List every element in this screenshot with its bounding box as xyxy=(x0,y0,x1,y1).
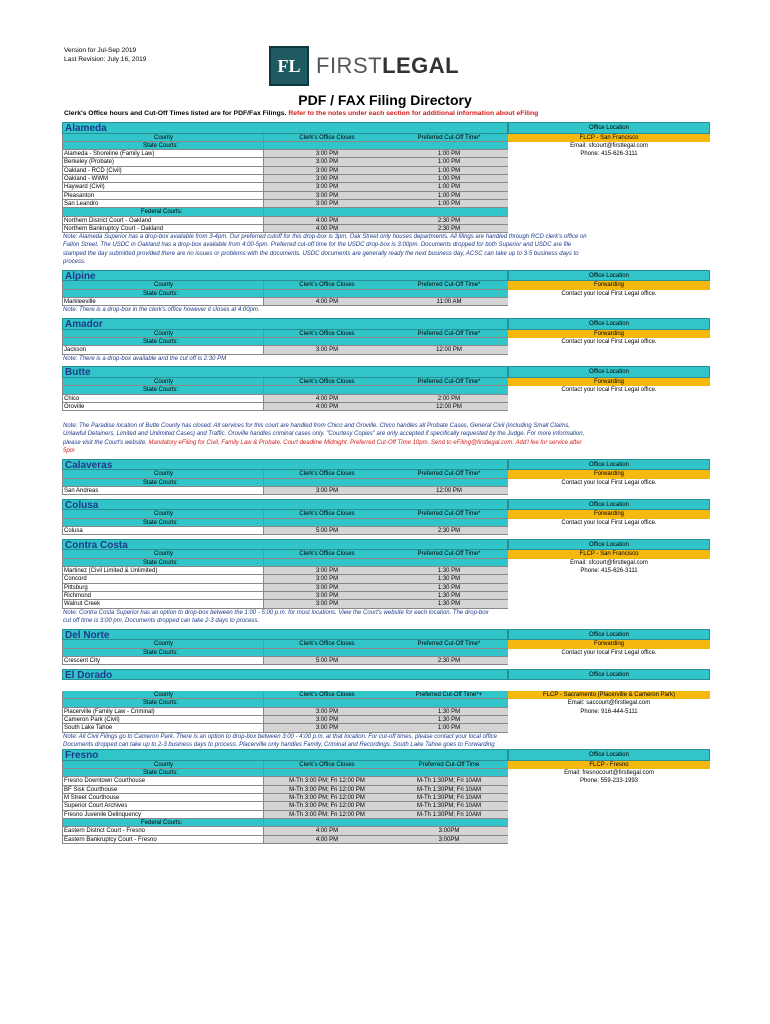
court-name: Jackson xyxy=(62,346,264,354)
close-time: 4:00 PM xyxy=(264,298,390,306)
cutoff-time: 12:00 PM xyxy=(390,487,508,495)
court-name: Superior Court Archives xyxy=(62,802,264,810)
court-name: Crescent City xyxy=(62,657,264,665)
close-time: 3:00 PM xyxy=(264,567,390,575)
cutoff-time: 12:00 PM xyxy=(390,346,508,354)
office-phone: Phone: 415-626-3111 xyxy=(580,151,638,158)
col-county: County xyxy=(62,761,264,769)
section-amador xyxy=(62,318,710,363)
close-time: 3:00 PM xyxy=(264,192,390,200)
close-time: 3:00 PM xyxy=(264,592,390,600)
state-courts-label: State Courts: xyxy=(62,649,264,657)
state-courts-label: State Courts: xyxy=(62,559,264,567)
close-time: M-Th 3:00 PM; Fri 12:00 PM xyxy=(264,777,390,785)
court-name: Markleeville xyxy=(62,298,264,306)
col-county: County xyxy=(62,691,264,699)
state-courts-label: State Courts: xyxy=(62,699,264,707)
state-courts-label: State Courts: xyxy=(62,142,264,150)
section-note xyxy=(62,422,703,455)
page-subtitle xyxy=(64,110,538,117)
court-name: Pleasanton xyxy=(62,192,264,200)
section-el-dorado xyxy=(62,669,710,750)
state-courts-label: State Courts: xyxy=(62,769,264,777)
col-cutoff: Preferred Cut-Off Time* xyxy=(390,640,508,648)
court-name: Northern District Court - Oakland xyxy=(62,217,264,225)
cutoff-time: M-Th 1:30PM; Fri 10AM xyxy=(390,777,508,785)
col-county: County xyxy=(62,550,264,558)
court-name: Oakland - WWM xyxy=(62,175,264,183)
col-clerks-closes: Clerk's Office Closes xyxy=(264,470,390,478)
office-phone: Phone: 559-233-1993 xyxy=(579,778,639,785)
col-cutoff: Preferred Cut-Off Time* xyxy=(390,134,508,142)
col-cutoff: Preferred Cut-Off Time* xyxy=(390,330,508,338)
close-time: M-Th 3:00 PM; Fri 12:00 PM xyxy=(264,802,390,810)
office-name: FLCP - San Francisco xyxy=(508,134,710,142)
federal-courts-label: Federal Courts: xyxy=(62,208,264,216)
cutoff-time: 1:30 PM xyxy=(390,600,508,608)
office-name: Forwarding xyxy=(508,378,710,386)
col-county: County xyxy=(62,510,264,518)
cutoff-time: 1:00 PM xyxy=(390,158,508,166)
office-location-header: Office Location xyxy=(508,270,710,282)
cutoff-time: 1:00 PM xyxy=(390,175,508,183)
close-time: 5:00 PM xyxy=(264,527,390,535)
section-colusa xyxy=(62,499,710,535)
cutoff-time: M-Th 1:30PM; Fri 10AM xyxy=(390,802,508,810)
office-location-header: Office Location xyxy=(508,499,710,511)
close-time: 3:00 PM xyxy=(264,600,390,608)
county-heading: Colusa xyxy=(62,499,508,511)
office-location-header: Office Location xyxy=(508,459,710,471)
court-name: Colusa xyxy=(62,527,264,535)
court-name: Hayward (Civil) xyxy=(62,183,264,191)
cutoff-time: 1:00 PM xyxy=(390,724,508,732)
col-clerks-closes: Clerk's Office Closes xyxy=(264,378,390,386)
court-name: Berkeley (Probate) xyxy=(62,158,264,166)
cutoff-time: M-Th 1:30PM; Fri 10AM xyxy=(390,794,508,802)
close-time: 3:00 PM xyxy=(264,575,390,583)
office-contact: Contact your local First Legal office. xyxy=(561,649,657,656)
col-cutoff: Preferred Cut-Off Time xyxy=(390,761,508,769)
col-clerks-closes: Clerk's Office Closes xyxy=(264,691,390,699)
cutoff-time: 2:30 PM xyxy=(390,657,508,665)
court-name: Northern Bankruptcy Court - Oakland xyxy=(62,225,264,233)
revision-line: Last Revision: July 16, 2019 xyxy=(64,56,147,63)
note-line: Fallon Street. The USDC in Oakland has a drop-box available from 4:00-5pm. Preferred cut-off time for the USDC drop-box is 3:00pm. Documents dropped for both Superior and USDC are file xyxy=(63,242,572,249)
office-contact: Contact your local First Legal office. xyxy=(561,479,657,486)
section-alameda xyxy=(62,122,710,266)
office-location-header: Office Location xyxy=(508,539,710,551)
office-email: Email: sfcourt@firstlegal.com xyxy=(570,559,648,566)
court-name: Oakland - RCD (Civil) xyxy=(62,167,264,175)
court-name: Placerville (Family Law - Criminal) xyxy=(62,708,264,716)
office-location-header: Office Location xyxy=(508,629,710,641)
section-note: Note: There is a drop-box in the clerk's office however it closes at 4:00pm. xyxy=(63,307,260,314)
note-line: Note: All Civil Filings go to Cameron Park. There is an option to drop-box between 3:00 - 4:00 p.m. at that location. For cut-off times, please contact your local office xyxy=(63,733,497,740)
section-del-norte xyxy=(62,629,710,665)
close-time: 4:00 PM xyxy=(264,403,390,411)
note-line: 5pm xyxy=(63,448,75,455)
office-name: FLCP - Sacramento (Placerville & Cameron Park) xyxy=(508,691,710,699)
close-time: 3:00 PM xyxy=(264,167,390,175)
county-heading: Fresno xyxy=(62,749,508,761)
section-fresno xyxy=(62,749,710,844)
section-contra-costa xyxy=(62,539,710,625)
version-info xyxy=(64,46,146,64)
court-name: Fresno Downtown Courthouse xyxy=(62,777,264,785)
office-contact: Contact your local First Legal office. xyxy=(561,339,657,346)
first-legal-logo xyxy=(269,45,459,87)
close-time: 3:00 PM xyxy=(264,724,390,732)
close-time: 3:00 PM xyxy=(264,584,390,592)
office-location-header: Office Location xyxy=(508,122,710,134)
close-time: 3:00 PM xyxy=(264,158,390,166)
section-note xyxy=(62,733,703,750)
cutoff-time: 2:00 PM xyxy=(390,395,508,403)
section-note xyxy=(62,609,703,626)
note-line: Note: Contra Costa Superior has an option to drop-box between the 1:00 - 5:00 p.m. for most locations. View the Court's website for each location. The drop-box xyxy=(63,609,489,616)
court-name: San Leandro xyxy=(62,200,264,208)
col-county: County xyxy=(62,640,264,648)
col-county: County xyxy=(62,378,264,386)
federal-courts-label: Federal Courts: xyxy=(62,819,264,827)
efiling-note: Mandatory eFiling for Civil, Family Law & Probate. Court deadline Midnight. Preferred Cut-Off Time 10pm. Send to eFiling@firstlegal.com. Add'l fee for service after xyxy=(148,439,582,446)
court-name: M Street Courthouse xyxy=(62,794,264,802)
court-name: Alameda - Shoreline (Family Law) xyxy=(62,150,264,158)
cutoff-time: 1:00 PM xyxy=(390,150,508,158)
office-email: Email: sfcourt@firstlegal.com xyxy=(570,142,648,149)
court-name: Richmond xyxy=(62,592,264,600)
court-name: Eastern District Court - Fresno xyxy=(62,827,264,835)
col-clerks-closes: Clerk's Office Closes xyxy=(264,330,390,338)
state-courts-label: State Courts: xyxy=(62,386,264,394)
note-line: stamped the day submitted provided there are no issues or problems with the documents. USDC documents are generally ready the next business day, ACSC can take up to 3-5 business days to xyxy=(63,250,579,257)
state-courts-label: State Courts: xyxy=(62,290,264,298)
office-location-header: Office Location xyxy=(508,318,710,330)
logo-first: FIRST xyxy=(316,53,383,78)
col-cutoff: Preferred Cut-Off Time* xyxy=(390,281,508,289)
state-courts-label: State Courts: xyxy=(62,338,264,346)
col-cutoff: Preferred Cut-Off Time* xyxy=(390,550,508,558)
court-name: Oroville xyxy=(62,403,264,411)
col-cutoff: Preferred Cut-Off Time*+ xyxy=(390,691,508,699)
office-location-header: Office Location xyxy=(508,669,710,681)
cutoff-time: M-Th 1:30PM; Fri 10AM xyxy=(390,811,508,819)
col-county: County xyxy=(62,330,264,338)
county-heading: Alameda xyxy=(62,122,508,134)
court-name: Walnut Creek xyxy=(62,600,264,608)
note-line xyxy=(63,439,703,447)
col-clerks-closes: Clerk's Office Closes xyxy=(264,640,390,648)
col-county: County xyxy=(62,470,264,478)
logo-wordmark xyxy=(316,53,459,79)
col-clerks-closes: Clerk's Office Closes xyxy=(264,134,390,142)
section-alpine xyxy=(62,270,710,315)
cutoff-time: 2:30 PM xyxy=(390,225,508,233)
cutoff-time: 1:00 PM xyxy=(390,167,508,175)
office-name: Forwarding xyxy=(508,510,710,518)
county-heading: El Dorado xyxy=(62,669,508,681)
close-time: 4:00 PM xyxy=(264,827,390,835)
court-name: BF Sisk Courthouse xyxy=(62,786,264,794)
col-county: County xyxy=(62,134,264,142)
col-county: County xyxy=(62,281,264,289)
court-name: Martinez (Civil Limited & Unlimited) xyxy=(62,567,264,575)
office-phone: Phone: 415-626-3111 xyxy=(580,568,638,575)
close-time: M-Th 3:00 PM; Fri 12:00 PM xyxy=(264,811,390,819)
office-contact: Contact your local First Legal office. xyxy=(561,519,657,526)
court-name: Concord xyxy=(62,575,264,583)
subtitle-efiling-note: Refer to the notes under each section for additional information about eFiling xyxy=(288,110,539,117)
version-line: Version for Jul-Sep 2019 xyxy=(64,47,137,54)
note-line: cut off time is 3:00 pm. Documents dropped can take 2-3 days to process. xyxy=(63,617,260,624)
logo-mark: FL xyxy=(269,46,309,86)
cutoff-time: 3:00PM xyxy=(390,836,508,844)
court-name: Eastern Bankruptcy Court - Fresno xyxy=(62,836,264,844)
cutoff-time: 12:00 PM xyxy=(390,403,508,411)
office-name: Forwarding xyxy=(508,281,710,289)
close-time: 4:00 PM xyxy=(264,225,390,233)
cutoff-time: M-Th 1:30PM; Fri 10AM xyxy=(390,786,508,794)
state-courts-label: State Courts: xyxy=(62,519,264,527)
close-time: 3:00 PM xyxy=(264,708,390,716)
section-butte xyxy=(62,366,710,455)
office-name: Forwarding xyxy=(508,640,710,648)
office-phone: Phone: 916-444-5111 xyxy=(580,708,638,715)
office-name: Forwarding xyxy=(508,470,710,478)
close-time: M-Th 3:00 PM; Fri 12:00 PM xyxy=(264,794,390,802)
office-location-header: Office Location xyxy=(508,366,710,378)
cutoff-time: 3:00PM xyxy=(390,827,508,835)
col-cutoff: Preferred Cut-Off Time* xyxy=(390,470,508,478)
court-name: South Lake Tahoe xyxy=(62,724,264,732)
close-time: 5:00 PM xyxy=(264,657,390,665)
close-time: 3:00 PM xyxy=(264,487,390,495)
cutoff-time: 1:00 PM xyxy=(390,192,508,200)
cutoff-time: 2:30 PM xyxy=(390,217,508,225)
cutoff-time: 1:30 PM xyxy=(390,592,508,600)
office-email: Email: fresnocourt@firstlegal.com xyxy=(564,770,654,777)
close-time: 3:00 PM xyxy=(264,200,390,208)
cutoff-time: 1:00 PM xyxy=(390,200,508,208)
close-time: 4:00 PM xyxy=(264,395,390,403)
close-time: 3:00 PM xyxy=(264,346,390,354)
col-clerks-closes: Clerk's Office Closes xyxy=(264,550,390,558)
note-line: Documents dropped can take up to 2-3 business days to process. Placerville only handles Family, Criminal and Recordings. South Lake Tahoe goes to Forwarding xyxy=(63,741,495,748)
office-contact: Contact your local First Legal office. xyxy=(561,290,657,297)
office-name: Forwarding xyxy=(508,330,710,338)
cutoff-time: 1:30 PM xyxy=(390,716,508,724)
close-time: 3:00 PM xyxy=(264,183,390,191)
cutoff-time: 1:30 PM xyxy=(390,584,508,592)
close-time: M-Th 3:00 PM; Fri 12:00 PM xyxy=(264,786,390,794)
court-name: Chico xyxy=(62,395,264,403)
county-heading: Amador xyxy=(62,318,508,330)
cutoff-time: 11:00 AM xyxy=(390,298,508,306)
office-contact: Contact your local First Legal office. xyxy=(561,387,657,394)
county-heading: Contra Costa xyxy=(62,539,508,551)
cutoff-time: 1:30 PM xyxy=(390,708,508,716)
cutoff-time: 1:30 PM xyxy=(390,567,508,575)
court-name: Cameron Park (Civil) xyxy=(62,716,264,724)
cutoff-time: 1:30 PM xyxy=(390,575,508,583)
county-heading: Del Norte xyxy=(62,629,508,641)
section-calaveras xyxy=(62,459,710,495)
col-cutoff: Preferred Cut-Off Time* xyxy=(390,378,508,386)
note-line: Unlawful Detainers, Limited and Unlimited Cases) and Traffic. Oroville handles criminal cases only. "Courtesy Copies" are only accepted if specifically requested by the Judge. For more information, xyxy=(63,431,585,438)
note-text: please visit the Court's website. xyxy=(63,439,147,446)
note-line: Note: Alameda Superior has a drop-box available from 3-4pm. Our preferred cutoff for this drop-box is 3pm. Oak Street only houses departments. All filings are handled through RCD clerk's office on xyxy=(63,234,587,241)
col-clerks-closes: Clerk's Office Closes xyxy=(264,281,390,289)
cutoff-time: 2:30 PM xyxy=(390,527,508,535)
state-courts-label: State Courts: xyxy=(62,479,264,487)
office-email: Email: saccourt@firstlegal.com xyxy=(567,700,651,707)
cutoff-time: 1:00 PM xyxy=(390,183,508,191)
note-line: Note: The Paradise location of Butte County has closed. All services for this court are handled from Chico and Oroville. Chico handles all Probate Cases, General Civil (including Small Claims, xyxy=(63,423,571,430)
court-name: San Andreas xyxy=(62,487,264,495)
court-name: Pittsburg xyxy=(62,584,264,592)
close-time: 4:00 PM xyxy=(264,836,390,844)
county-heading: Alpine xyxy=(62,270,508,282)
col-clerks-closes: Clerk's Office Closes xyxy=(264,510,390,518)
court-name: Fresno Juvenile Delinquency xyxy=(62,811,264,819)
subtitle-text: Clerk's Office hours and Cut-Off Times listed are for PDF/Fax Filings. xyxy=(64,110,287,117)
close-time: 3:00 PM xyxy=(264,175,390,183)
directory-content xyxy=(62,122,710,844)
close-time: 3:00 PM xyxy=(264,150,390,158)
office-location-header: Office Location xyxy=(508,749,710,761)
note-line: process. xyxy=(63,259,86,266)
logo-legal: LEGAL xyxy=(382,53,460,78)
section-note xyxy=(62,233,703,266)
close-time: 4:00 PM xyxy=(264,217,390,225)
col-clerks-closes: Clerk's Office Closes xyxy=(264,761,390,769)
close-time: 3:00 PM xyxy=(264,716,390,724)
county-heading: Calaveras xyxy=(62,459,508,471)
county-heading: Butte xyxy=(62,366,508,378)
office-name: FLCP - San Francisco xyxy=(508,550,710,558)
page-title: PDF / FAX Filing Directory xyxy=(298,92,472,108)
office-name: FLCP - Fresno xyxy=(508,761,710,769)
section-note: Note: There is a drop-box available and the cut off is 2:30 PM xyxy=(63,355,227,362)
col-cutoff: Preferred Cut-Off Time* xyxy=(390,510,508,518)
